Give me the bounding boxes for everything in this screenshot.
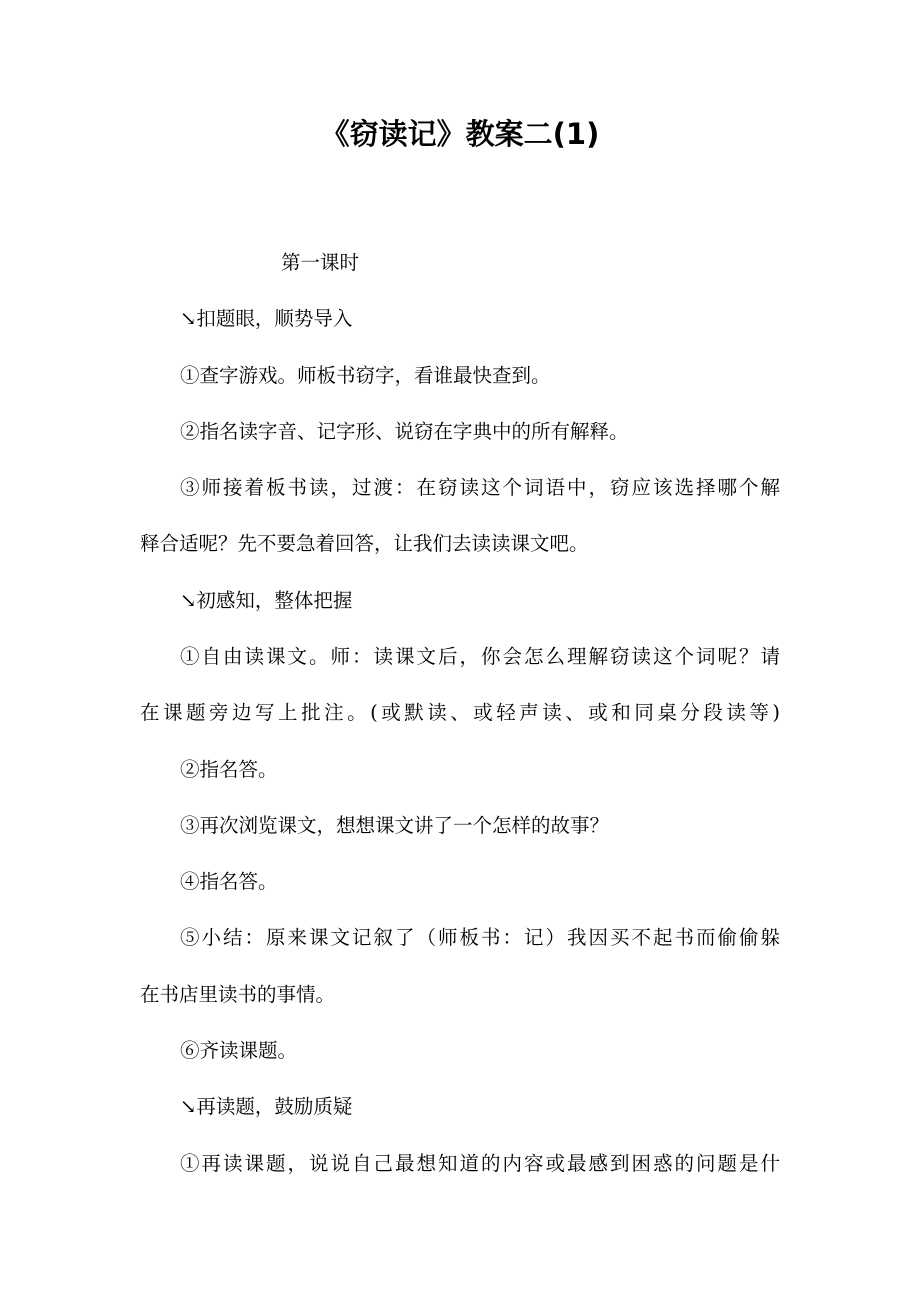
paragraph-line: ⑤小结：原来课文记叙了（师板书：记）我因买不起书而偷偷躲 bbox=[180, 926, 780, 949]
paragraph-line: ③师接着板书读，过渡：在窃读这个词语中，窃应该选择哪个解 bbox=[180, 476, 780, 499]
paragraph-line: ④指名答。 bbox=[180, 870, 278, 893]
section-heading: ↘初感知，整体把握 bbox=[180, 589, 353, 612]
paragraph-line: 在书店里读书的事情。 bbox=[140, 983, 336, 1006]
paragraph-line: ①自由读课文。师：读课文后，你会怎么理解窃读这个词呢？请 bbox=[180, 645, 780, 668]
section-heading: ↘扣题眼，顺势导入 bbox=[180, 307, 353, 330]
paragraph-line: ②指名答。 bbox=[180, 758, 278, 781]
paragraph-line: ③再次浏览课文，想想课文讲了一个怎样的故事？ bbox=[180, 814, 610, 837]
section-heading: ↘再读题，鼓励质疑 bbox=[180, 1095, 353, 1118]
lesson-period-heading: 第一课时 bbox=[281, 251, 360, 274]
paragraph-line: ①再读课题，说说自己最想知道的内容或最感到困惑的问题是什 bbox=[180, 1152, 780, 1175]
paragraph-line: 释合适呢？先不要急着回答，让我们去读读课文吧。 bbox=[140, 532, 589, 555]
document-title: 《窃读记》教案二(1) bbox=[320, 117, 600, 151]
paragraph-line: ⑥齐读课题。 bbox=[180, 1039, 298, 1062]
paragraph-line: ②指名读字音、记字形、说窃在字典中的所有解释。 bbox=[180, 420, 629, 443]
paragraph-line: ①查字游戏。师板书窃字，看谁最快查到。 bbox=[180, 364, 551, 387]
paragraph-line: 在课题旁边写上批注。(或默读、或轻声读、或和同桌分段读等) bbox=[140, 701, 780, 724]
